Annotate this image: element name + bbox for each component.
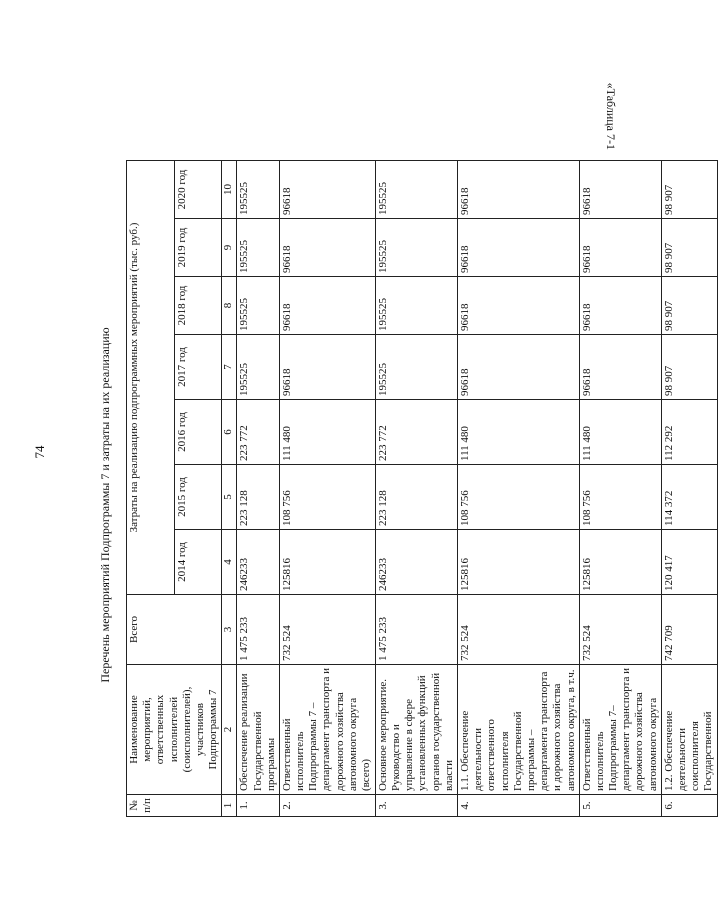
column-index: 3: [222, 595, 237, 665]
row-value: 96618: [279, 161, 375, 219]
header-year: 2020 год: [174, 161, 222, 219]
row-value: 112 292: [661, 400, 717, 465]
row-value: 195525: [237, 161, 280, 219]
row-value: 195525: [237, 219, 280, 277]
row-value: 223 772: [237, 400, 280, 465]
row-number: 3.: [375, 795, 457, 817]
row-value: 111 480: [579, 400, 661, 465]
table-row: [579, 161, 661, 817]
header-year: 2018 год: [174, 277, 222, 335]
row-value: 96618: [579, 277, 661, 335]
table-row: [375, 161, 457, 817]
row-name: Ответственный исполнитель Подпрограммы 7– департамент транспорта и дорожного хозяйства автономного округа: [579, 665, 661, 795]
row-value: 96618: [279, 219, 375, 277]
page-number: 74: [32, 445, 47, 459]
header-total: Всего: [127, 595, 222, 665]
row-total: 732 524: [579, 595, 661, 665]
column-index: 6: [222, 400, 237, 465]
row-value: 111 480: [458, 400, 580, 465]
header-row-1: [127, 161, 175, 817]
table-row: [279, 161, 375, 817]
row-value: 108 756: [279, 465, 375, 530]
row-name: Основное мероприятие. Руководство и управление в сфере установленных функций органов государственной власти: [375, 665, 457, 795]
row-total: 1 475 233: [375, 595, 457, 665]
column-index: 2: [222, 665, 237, 795]
row-value: 98 907: [661, 335, 717, 400]
row-total: 742 709: [661, 595, 717, 665]
header-year: 2015 год: [174, 465, 222, 530]
row-name: 1.1. Обеспечение деятельности ответственного исполнителя Государственной программы – департамента транспорта и дорожного хозяйства автономного округа, в т.ч.: [458, 665, 580, 795]
row-value: 195525: [375, 161, 457, 219]
column-index: 1: [222, 795, 237, 817]
column-index: 10: [222, 161, 237, 219]
row-value: 195525: [237, 335, 280, 400]
row-name: Обеспечение реализации Государственной программы: [237, 665, 280, 795]
row-value: 195525: [375, 335, 457, 400]
row-value: 246233: [375, 530, 457, 595]
row-value: 96618: [279, 277, 375, 335]
row-value: 98 907: [661, 219, 717, 277]
column-index-row: [222, 161, 237, 817]
costs-table: [126, 160, 718, 817]
row-value: 96618: [458, 161, 580, 219]
row-number: 2.: [279, 795, 375, 817]
row-number: 4.: [458, 795, 580, 817]
row-value: 96618: [458, 335, 580, 400]
header-year: 2016 год: [174, 400, 222, 465]
row-value: 120 417: [661, 530, 717, 595]
row-value: 195525: [237, 277, 280, 335]
row-value: 223 128: [375, 465, 457, 530]
row-value: 96618: [458, 219, 580, 277]
row-value: 96618: [579, 161, 661, 219]
row-value: 223 772: [375, 400, 457, 465]
row-total: 732 524: [458, 595, 580, 665]
row-value: 125816: [279, 530, 375, 595]
column-index: 4: [222, 530, 237, 595]
row-value: 108 756: [579, 465, 661, 530]
row-value: 108 756: [458, 465, 580, 530]
row-number: 6.: [661, 795, 717, 817]
column-index: 5: [222, 465, 237, 530]
row-value: 111 480: [279, 400, 375, 465]
row-number: 5.: [579, 795, 661, 817]
header-num: № п/п: [127, 795, 222, 817]
document-title: Перечень мероприятий Подпрограммы 7 и затраты на их реализацию: [98, 327, 112, 683]
table-label: «Таблица 7-1: [604, 82, 618, 150]
header-year: 2014 год: [174, 530, 222, 595]
row-value: 96618: [579, 335, 661, 400]
table-row: [458, 161, 580, 817]
header-year: 2019 год: [174, 219, 222, 277]
row-value: 98 907: [661, 161, 717, 219]
column-index: 8: [222, 277, 237, 335]
row-value: 223 128: [237, 465, 280, 530]
row-name: Ответственный исполнитель Подпрограммы 7 – департамент транспорта и дорожного хозяйства автономного округа (всего): [279, 665, 375, 795]
column-index: 9: [222, 219, 237, 277]
row-value: 96618: [279, 335, 375, 400]
row-value: 246233: [237, 530, 280, 595]
row-total: 732 524: [279, 595, 375, 665]
row-value: 195525: [375, 219, 457, 277]
row-value: 98 907: [661, 277, 717, 335]
table-row: [661, 161, 717, 817]
row-number: 1.: [237, 795, 280, 817]
row-value: 114 372: [661, 465, 717, 530]
header-year: 2017 год: [174, 335, 222, 400]
row-value: 195525: [375, 277, 457, 335]
row-name: 1.2. Обеспечение деятельности соисполнителя Государственной: [661, 665, 717, 795]
row-value: 125816: [579, 530, 661, 595]
row-value: 125816: [458, 530, 580, 595]
header-name: Наименование мероприятий, ответственных исполнителей (соисполнителей), участников Подпрограммы 7: [127, 665, 222, 795]
row-value: 96618: [458, 277, 580, 335]
header-costs: Затраты на реализацию подпрограммных мероприятий (тыс. руб.): [127, 161, 175, 595]
row-value: 96618: [579, 219, 661, 277]
table-row: [237, 161, 280, 817]
column-index: 7: [222, 335, 237, 400]
row-total: 1 475 233: [237, 595, 280, 665]
